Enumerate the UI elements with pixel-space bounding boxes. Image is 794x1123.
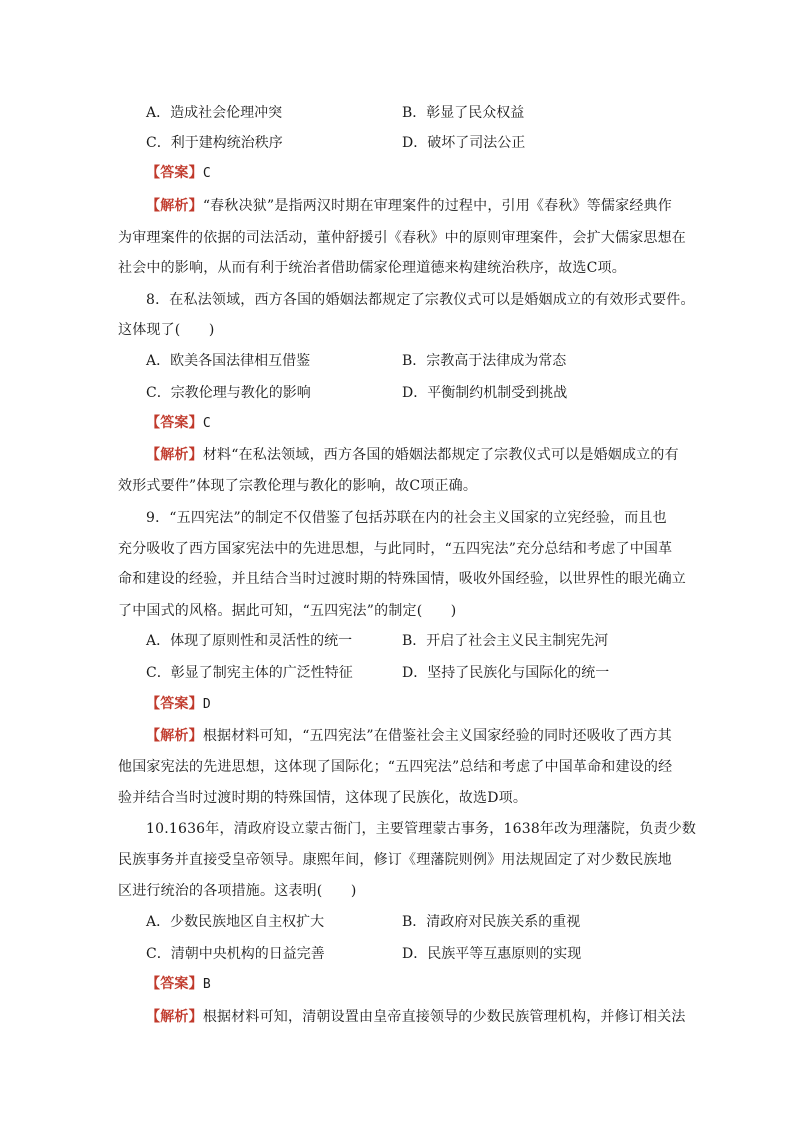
q9-stem-line-2: 充分吸收了西方国家宪法中的先进思想，与此同时，“五四宪法”充分总结和考虑了中国革 bbox=[118, 541, 673, 557]
q8-answer bbox=[146, 409, 706, 437]
q9-option-a: A．体现了原则性和灵活性的统一 bbox=[146, 633, 353, 649]
q7-analysis-line-1 bbox=[146, 192, 706, 220]
q10-stem-line-1: 10.1636年，清政府设立蒙古衙门，主要管理蒙古事务，1638年改为理藩院，负责少数 bbox=[146, 821, 697, 837]
q9-options-row-2 bbox=[146, 659, 706, 687]
q9-analysis-line-2: 他国家宪法的先进思想，这体现了国际化；“五四宪法”总结和考虑了中国革命和建设的经 bbox=[118, 759, 673, 775]
answer-value: C bbox=[202, 416, 211, 431]
q8-options-row-1 bbox=[146, 347, 706, 375]
q9-option-d: D．坚持了民族化与国际化的统一 bbox=[402, 665, 610, 681]
q8-analysis-line-1 bbox=[146, 441, 706, 469]
q10-option-a: A．少数民族地区自主权扩大 bbox=[146, 914, 325, 930]
q10-analysis-line-1 bbox=[146, 1003, 706, 1031]
answer-tag: 【答案】 bbox=[146, 696, 203, 712]
analysis-text: 材料“在私法领域，西方各国的婚姻法都规定了宗教仪式可以是婚姻成立的有 bbox=[202, 447, 679, 463]
q8-option-d: D．平衡制约机制受到挑战 bbox=[402, 385, 568, 401]
q8-options-row-2 bbox=[146, 379, 706, 407]
answer-tag: 【答案】 bbox=[146, 415, 203, 431]
q10-options-row-2 bbox=[146, 940, 706, 968]
q7-option-b: B．彰显了民众权益 bbox=[402, 105, 525, 121]
q7-options-row-2 bbox=[146, 129, 706, 157]
analysis-text: “春秋决狱”是指两汉时期在审理案件的过程中，引用《春秋》等儒家经典作 bbox=[202, 198, 672, 214]
q7-option-c: C．利于建构统治秩序 bbox=[146, 135, 283, 151]
q10-stem-line-2: 民族事务并直接受皇帝领导。康熙年间，修订《理藩院则例》用法规固定了对少数民族地 bbox=[118, 852, 672, 868]
q7-answer bbox=[146, 159, 706, 187]
q8-option-a: A．欧美各国法律相互借鉴 bbox=[146, 353, 311, 369]
q10-options-row-1 bbox=[146, 908, 706, 936]
analysis-tag: 【解析】 bbox=[146, 728, 203, 744]
answer-tag: 【答案】 bbox=[146, 165, 203, 181]
q8-option-b: B．宗教高于法律成为常态 bbox=[402, 353, 567, 369]
q10-answer bbox=[146, 970, 706, 998]
answer-tag: 【答案】 bbox=[146, 976, 203, 992]
q8-analysis-line-2: 效形式要件”体现了宗教伦理与教化的影响，故C项正确。 bbox=[118, 478, 478, 494]
q9-stem-line-1: 9．“五四宪法”的制定不仅借鉴了包括苏联在内的社会主义国家的立宪经验，而且也 bbox=[146, 510, 667, 526]
q7-option-a: A．造成社会伦理冲突 bbox=[146, 105, 283, 121]
q10-option-c: C．清朝中央机构的日益完善 bbox=[146, 946, 325, 962]
q8-stem-line-1: 8．在私法领域，西方各国的婚姻法都规定了宗教仪式可以是婚姻成立的有效形式要件。 bbox=[146, 292, 695, 308]
q7-analysis-line-2: 为审理案件的依据的司法活动，董仲舒援引《春秋》中的原则审理案件，会扩大儒家思想在 bbox=[118, 230, 686, 246]
q10-option-b: B．清政府对民族关系的重视 bbox=[402, 914, 581, 930]
q9-analysis-line-3: 验并结合当时过渡时期的特殊国情，这体现了民族化，故选D项。 bbox=[118, 790, 528, 806]
analysis-tag: 【解析】 bbox=[146, 447, 203, 463]
q9-options-row-1 bbox=[146, 627, 706, 655]
q7-options-row-1 bbox=[146, 99, 706, 127]
analysis-tag: 【解析】 bbox=[146, 198, 203, 214]
q9-answer bbox=[146, 690, 706, 718]
q9-option-b: B．开启了社会主义民主制宪先河 bbox=[402, 633, 609, 649]
analysis-text: 根据材料可知，“五四宪法”在借鉴社会主义国家经验的同时还吸收了西方其 bbox=[202, 728, 672, 744]
q10-option-d: D．民族平等互惠原则的实现 bbox=[402, 946, 582, 962]
analysis-tag: 【解析】 bbox=[146, 1009, 203, 1025]
q8-stem-line-2: 这体现了( ) bbox=[118, 322, 215, 338]
q7-analysis-line-3: 社会中的影响，从而有利于统治者借助儒家伦理道德来构建统治秩序，故选C项。 bbox=[118, 260, 626, 276]
answer-value: B bbox=[202, 977, 211, 992]
answer-value: D bbox=[202, 697, 211, 712]
analysis-text: 根据材料可知，清朝设置由皇帝直接领导的少数民族管理机构，并修订相关法 bbox=[202, 1009, 686, 1025]
q9-stem-line-3: 命和建设的经验，并且结合当时过渡时期的特殊国情，吸收外国经验，以世界性的眼光确立 bbox=[118, 571, 686, 587]
q8-option-c: C．宗教伦理与教化的影响 bbox=[146, 385, 311, 401]
q7-option-d: D．破坏了司法公正 bbox=[402, 135, 526, 151]
q9-analysis-line-1 bbox=[146, 722, 706, 750]
answer-value: C bbox=[202, 166, 211, 181]
q10-stem-line-3: 区进行统治的各项措施。这表明( ) bbox=[118, 883, 357, 899]
q9-option-c: C．彰显了制宪主体的广泛性特征 bbox=[146, 665, 353, 681]
q9-stem-line-4: 了中国式的风格。据此可知，“五四宪法”的制定( ) bbox=[118, 603, 457, 619]
